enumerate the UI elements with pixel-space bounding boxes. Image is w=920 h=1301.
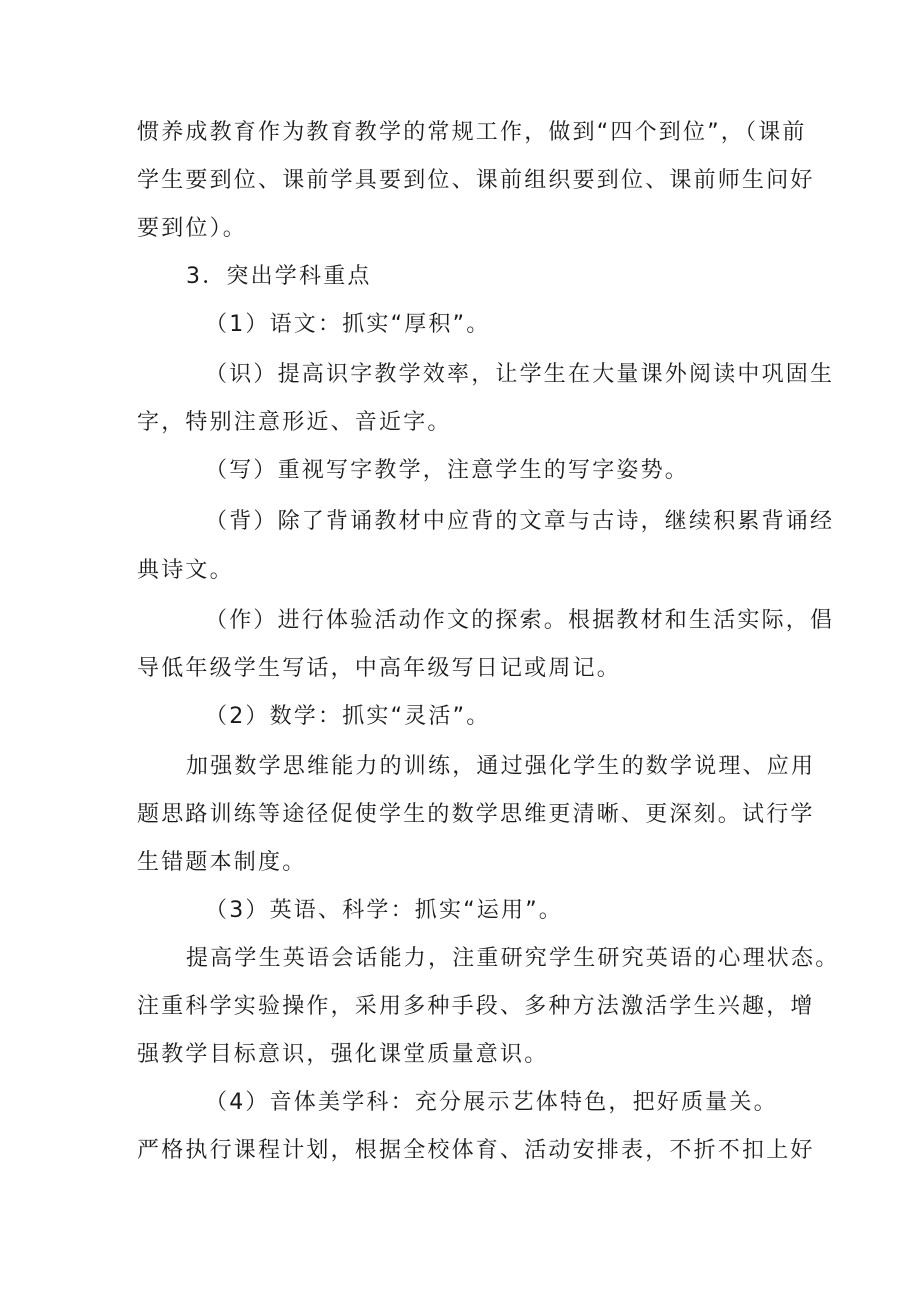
text-line-12: 导低年级学生写话，中高年级写日记或周记。 bbox=[137, 656, 622, 681]
section-heading: 3．突出学科重点 bbox=[186, 264, 372, 289]
text-line-3: 要到位）。 bbox=[137, 216, 248, 241]
text-line-9: （背）除了背诵教材中应背的文章与古诗，继续积累背诵经 bbox=[205, 509, 835, 534]
text-line-2: 学生要到位、课前学具要到位、课前组织要到位、课前师生问好 bbox=[137, 168, 815, 193]
text-line-14: 加强数学思维能力的训练，通过强化学生的数学说理、应用 bbox=[186, 754, 816, 779]
text-line-1: 惯养成教育作为教育教学的常规工作，做到“四个到位”，（课前 bbox=[137, 120, 807, 145]
subheading-chinese: （1）语文：抓实“厚积”。 bbox=[205, 312, 491, 337]
subheading-english-science: （3）英语、科学：抓实“运用”。 bbox=[205, 898, 563, 923]
text-line-10: 典诗文。 bbox=[137, 558, 234, 583]
text-line-16: 生错题本制度。 bbox=[137, 850, 307, 875]
text-line-15: 题思路训练等途径促使学生的数学思维更清晰、更深刻。试行学 bbox=[137, 802, 815, 827]
text-line-20: 强教学目标意识，强化课堂质量意识。 bbox=[137, 1042, 549, 1067]
text-line-11: （作）进行体验活动作文的探索。根据教材和生活实际，倡 bbox=[205, 608, 835, 633]
text-line-7: 字，特别注意形近、音近字。 bbox=[137, 410, 452, 435]
text-line-8: （写）重视写字教学，注意学生的写字姿势。 bbox=[205, 458, 690, 483]
subheading-arts: （4）音体美学科：充分展示艺体特色，把好质量关。 bbox=[205, 1090, 778, 1115]
text-line-18: 提高学生英语会话能力，注重研究学生研究英语的心理状态。 bbox=[186, 946, 840, 971]
text-line-6: （识）提高识字教学效率，让学生在大量课外阅读中巩固生 bbox=[205, 362, 835, 387]
text-line-19: 注重科学实验操作，采用多种手段、多种方法激活学生兴趣，增 bbox=[137, 994, 815, 1019]
text-line-22: 严格执行课程计划，根据全校体育、活动安排表，不折不扣上好 bbox=[137, 1138, 815, 1163]
subheading-math: （2）数学：抓实“灵活”。 bbox=[205, 704, 491, 729]
